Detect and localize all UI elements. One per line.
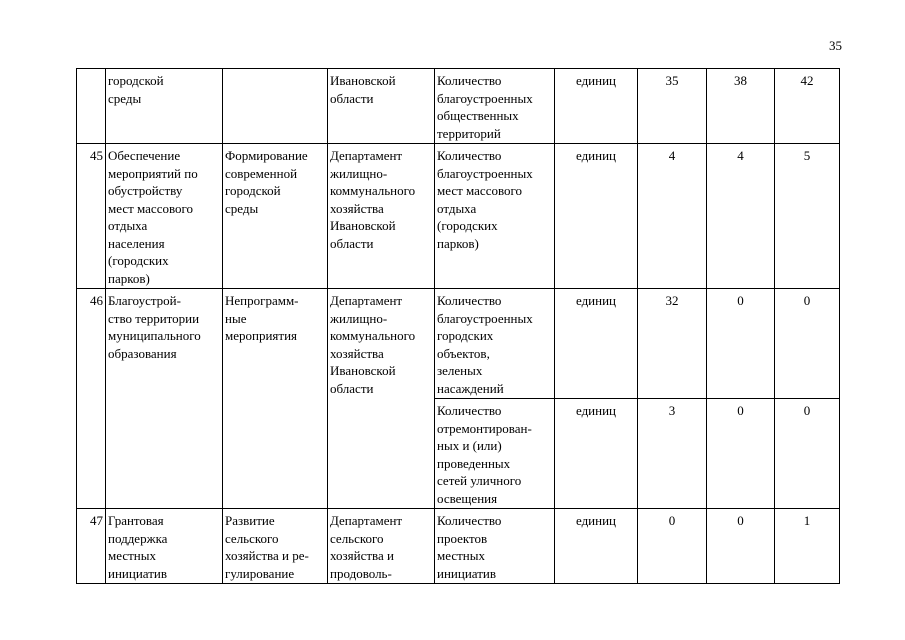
program-cell: [223, 144, 328, 289]
measure-name-cell: [106, 289, 223, 509]
measure-name-cell-line: (городских: [108, 253, 169, 268]
executor-cell-line: области: [330, 380, 374, 396]
indicator-cell-line: Количество: [437, 148, 502, 163]
executor-cell-line: коммунального: [330, 328, 416, 343]
page-number: 35: [829, 38, 842, 53]
indicator-cell: [435, 399, 555, 509]
value-3-cell: 0: [775, 289, 840, 399]
executor-cell: [328, 289, 435, 509]
program-cell-line: среды: [225, 200, 259, 216]
executor-cell-line: области: [330, 235, 374, 251]
indicator-cell-line: городских: [437, 328, 494, 343]
table-row: [77, 289, 840, 399]
measure-name-cell-line: местных: [108, 548, 156, 563]
value-3-cell: 5: [775, 144, 840, 289]
measure-name-cell-line: среды: [108, 90, 142, 106]
indicator-cell: [435, 509, 555, 584]
indicator-cell-line: Количество: [437, 513, 502, 528]
measure-name-cell-line: образования: [108, 345, 177, 361]
indicator-cell-line: насаждений: [437, 380, 504, 396]
measure-name-cell-line: обустройству: [108, 183, 183, 198]
measure-name-cell-line: мероприятий по: [108, 165, 198, 181]
indicator-cell-line: мест массового: [437, 183, 523, 198]
indicator-cell: [435, 144, 555, 289]
measure-name-cell-line: мест массового: [108, 200, 194, 216]
program-cell-line: Непрограмм-: [225, 293, 299, 308]
measure-name-cell: [106, 144, 223, 289]
table-row: [77, 509, 840, 584]
measure-name-cell-line: Обеспечение: [108, 148, 181, 163]
value-3-cell: 42: [775, 69, 840, 144]
executor-cell-line: Ивановской: [330, 73, 396, 88]
executor-cell-line: Ивановской: [330, 363, 396, 378]
measure-name-cell-line: городской: [108, 73, 164, 88]
program-cell-line: хозяйства и ре-: [225, 548, 309, 563]
program-cell-line: Развитие: [225, 513, 275, 528]
measure-name-cell: [106, 509, 223, 584]
value-2-cell: 0: [707, 289, 775, 399]
indicator-cell-line: парков): [437, 235, 479, 251]
measure-name-cell-line: Благоустрой-: [108, 293, 181, 308]
indicator-cell-line: Количество: [437, 293, 502, 308]
executor-cell-line: Ивановской: [330, 218, 396, 233]
program-cell-line: мероприятия: [225, 328, 298, 343]
indicator-cell-line: инициатив: [437, 565, 496, 581]
executor-cell-line: области: [330, 90, 374, 106]
indicator-cell-line: благоустроенных: [437, 165, 533, 181]
measure-name-cell-line: ство территории: [108, 310, 200, 326]
row-number-cell: 47: [77, 509, 106, 584]
executor-cell-line: Департамент: [330, 293, 403, 308]
program-cell-line: сельского: [225, 530, 279, 546]
indicator-cell-line: объектов,: [437, 345, 490, 361]
indicator-cell-line: благоустроенных: [437, 90, 533, 106]
value-2-cell: 0: [707, 399, 775, 509]
executor-cell-line: жилищно-: [330, 165, 388, 181]
executor-cell-line: продоволь-: [330, 565, 392, 581]
program-cell-line: современной: [225, 165, 298, 181]
executor-cell-line: хозяйства: [330, 200, 384, 216]
indicator-cell-line: ных и (или): [437, 438, 502, 453]
program-cell-line: гулирование: [225, 565, 295, 581]
measure-name-cell-line: парков): [108, 270, 150, 286]
indicator-cell-line: проведенных: [437, 455, 511, 471]
measure-name-cell-line: населения: [108, 235, 165, 251]
measure-name-cell-line: отдыха: [108, 218, 148, 233]
measure-name-cell-line: муниципального: [108, 328, 201, 343]
executor-cell-line: коммунального: [330, 183, 416, 198]
indicator-cell-line: Количество: [437, 73, 502, 88]
indicator-cell-line: отремонтирован-: [437, 420, 532, 436]
value-1-cell: 32: [638, 289, 707, 399]
executor-cell: [328, 509, 435, 584]
value-2-cell: 38: [707, 69, 775, 144]
indicators-table: [76, 68, 840, 584]
unit-cell: единиц: [555, 289, 638, 399]
program-cell: [223, 509, 328, 584]
indicator-cell-line: отдыха: [437, 200, 477, 216]
indicator-cell-line: освещения: [437, 490, 498, 506]
row-number-cell: [77, 69, 106, 144]
indicator-cell-line: территорий: [437, 125, 501, 141]
table-row: [77, 144, 840, 289]
executor-cell-line: Департамент: [330, 513, 403, 528]
program-cell: [223, 69, 328, 144]
unit-cell: единиц: [555, 399, 638, 509]
executor-cell: [328, 69, 435, 144]
value-1-cell: 35: [638, 69, 707, 144]
unit-cell: единиц: [555, 509, 638, 584]
indicator-cell-line: Количество: [437, 403, 502, 418]
indicator-cell-line: общественных: [437, 108, 519, 123]
indicator-cell-line: зеленых: [437, 363, 483, 378]
indicator-cell-line: местных: [437, 548, 485, 563]
measure-name-cell: [106, 69, 223, 144]
program-cell-line: городской: [225, 183, 281, 198]
indicator-cell-line: благоустроенных: [437, 310, 533, 326]
measure-name-cell-line: инициатив: [108, 565, 167, 581]
indicator-cell-line: проектов: [437, 530, 488, 546]
measure-name-cell-line: поддержка: [108, 530, 168, 546]
measure-name-cell-line: Грантовая: [108, 513, 164, 528]
indicator-cell: [435, 69, 555, 144]
row-number-cell: 46: [77, 289, 106, 509]
table-row: [77, 69, 840, 144]
executor-cell-line: хозяйства: [330, 345, 384, 361]
program-cell: [223, 289, 328, 509]
value-1-cell: 0: [638, 509, 707, 584]
executor-cell-line: хозяйства и: [330, 548, 394, 563]
indicator-cell-line: сетей уличного: [437, 473, 522, 488]
row-number-cell: 45: [77, 144, 106, 289]
executor-cell-line: жилищно-: [330, 310, 388, 326]
value-2-cell: 4: [707, 144, 775, 289]
unit-cell: единиц: [555, 144, 638, 289]
indicator-cell-line: (городских: [437, 218, 498, 233]
executor-cell-line: Департамент: [330, 148, 403, 163]
unit-cell: единиц: [555, 69, 638, 144]
executor-cell: [328, 144, 435, 289]
value-1-cell: 4: [638, 144, 707, 289]
value-1-cell: 3: [638, 399, 707, 509]
program-cell-line: ные: [225, 310, 247, 326]
indicator-cell: [435, 289, 555, 399]
program-cell-line: Формирование: [225, 148, 308, 163]
executor-cell-line: сельского: [330, 530, 384, 546]
value-2-cell: 0: [707, 509, 775, 584]
value-3-cell: 1: [775, 509, 840, 584]
value-3-cell: 0: [775, 399, 840, 509]
